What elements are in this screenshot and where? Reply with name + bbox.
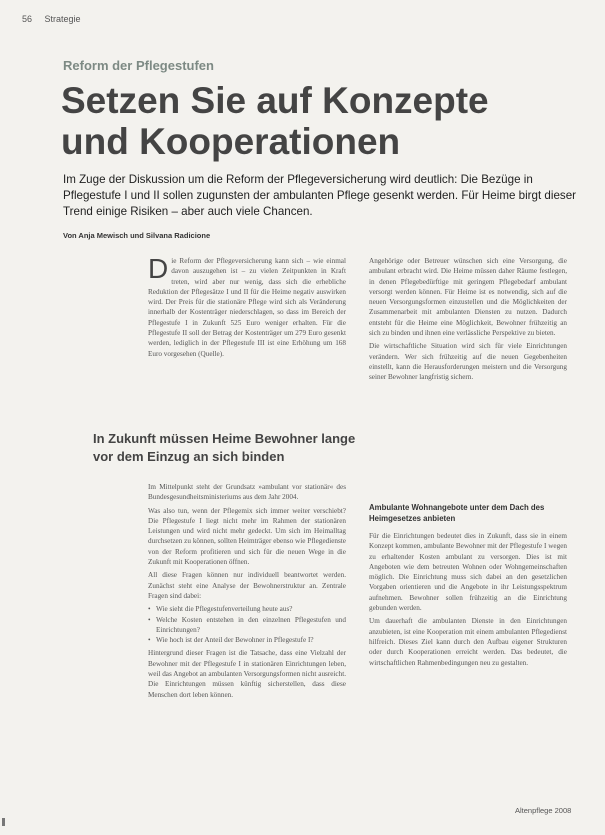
intro-paragraph — [148, 253, 346, 359]
body-paragraph: Die wirtschaftliche Situation wird sich für viele Einrichtungen verändern. Wer sich frühzeitig auf die neuen Gegebenheiten einstellt, kann die Herausforderungen meistern und die Versorgung seiner Bewohner langfristig sichern. — [369, 342, 567, 382]
list-item: • Welche Kosten entstehen in den einzelnen Pflegestufen und Einrichtungen? — [156, 615, 346, 636]
running-footer: Altenpflege 2008 — [515, 806, 572, 815]
subheading-2: Ambulante Wohnangebote unter dem Dach des Heimgesetzes anbieten — [369, 503, 545, 523]
running-header — [22, 14, 81, 24]
column-2-bottom — [369, 531, 567, 671]
body-paragraph: Im Mittelpunkt steht der Grundsatz »ambulant vor stationär« des Bundesgesundheitsministeriums aus dem Jahr 2004. — [148, 483, 346, 502]
body-paragraph: Angehörige oder Betreuer wünschen sich eine Versorgung, die ambulant erbracht wird. Die Heime müssen daher Räume festlegen, in denen Pflegebedürftige mit geringem Pflegebedarf ambulant versorgt werden können. Für Heime ist es notwendig, sich auf die neuen Versorgungsformen einzustellen und die Möglichkeiten der Zusammenarbeit mit ambulanten Diensten zu nutzen. Dadurch entsteht für die Heime eine Möglichkeit, Bewohner frühzeitig an sich zu binden und ihnen eine verlässliche Perspektive zu bieten. — [369, 257, 567, 338]
drop-cap: D — [148, 253, 169, 284]
page-number: 56 — [22, 14, 33, 24]
column-1-body — [148, 482, 346, 703]
edge-mark — [2, 818, 5, 826]
question-list — [148, 604, 346, 645]
body-paragraph: Um dauerhaft die ambulanten Dienste in den Einrichtungen anzubieten, ist eine Kooperation mit einem ambulanten Pflegedienst hilfreich. Dieses Ziel kann durch den Aufbau eigener Strukturen oder durch Kooperationen erreicht werden. Das bedeutet, die wirtschaftlichen Rahmenbedingungen neu zu gestalten. — [369, 617, 567, 667]
body-paragraph: All diese Fragen können nur individuell beantwortet werden. Zunächst steht eine Analyse der Bewohnerstruktur an. Zentrale Fragen sind dabei: — [148, 571, 346, 600]
article-lead: Im Zuge der Diskussion um die Reform der Pflegeversicherung wird deutlich: Die Bezüge in Pflegestufe I und II sollen zugunsten der ambulanten Pflege gesenkt werden. Für Heime birgt dieser Trend einige Risiken – aber auch viele Chancen. — [63, 173, 577, 218]
list-item: • Wie hoch ist der Anteil der Bewohner in Pflegestufe I? — [156, 635, 346, 645]
body-paragraph: Was also tun, wenn der Pflegemix sich immer weiter verschiebt? Die Pflegestufe I liegt nicht mehr im Rahmen der stationären Leistungen und wird nicht mehr gedeckt. Um sich im Heimalltag durchsetzen zu können, sollten Heimträger ebenso wie Pflegedienste von der Reform profitieren und sich für die neuen Wege in die Zukunft mit Kooperationen öffnen. — [148, 506, 346, 567]
list-item: • Wie sieht die Pflegestufenverteilung heute aus? — [156, 604, 346, 614]
body-paragraph: Hintergrund dieser Fragen ist die Tatsache, dass eine Vielzahl der Bewohner mit der Pflegestufe I in stationären Einrichtungen leben, weil das Angebot an ambulanten Versorgungsformen nicht ausreicht. Die Einrichtungen müssen künftig sicherstellen, dass diese Menschen dort leben können. — [148, 649, 346, 699]
column-2-top — [369, 256, 567, 386]
byline: Von Anja Mewisch und Silvana Radicione — [63, 231, 211, 240]
title-line-1: Setzen Sie auf Konzepte — [61, 80, 489, 121]
article-kicker: Reform der Pflegestufen — [63, 58, 214, 73]
title-line-2: und Kooperationen — [61, 121, 401, 162]
article-title — [61, 80, 581, 162]
column-1-intro — [148, 253, 346, 362]
body-paragraph: Für die Einrichtungen bedeutet dies in Zukunft, dass sie in einem Konzept kommen, ambulante Bewohner mit der Pflegestufe I wegen zu erhaltender Kosten ambulant zu versorgen. Dies ist mit Angeboten wie dem betreuten Wohnen oder Wohngemeinschaften möglich. Die Einrichtung muss sich dabei an den gesetzlichen Vorgaben orientieren und die Angebote in ihr Leistungsspektrum aufnehmen. Bewohner sollen frühzeitig an die Einrichtung gebunden werden. — [369, 532, 567, 613]
intro-text: ie Reform der Pflegeversicherung kann sich – wie einmal davon auszugehen ist – zu vielen Zeitpunkten in Kraft treten, wird aber nur wenig, dass sich die erhebliche Reduktion der Pflegesätze I und II für die Heime negativ auswirken wird. Der Preis für die stationäre Pflege wird sich als Veränderung innerhalb der Kostenträger niederschlagen, so dass im Bereich der Pflegestufe I in Zukunft 525 Euro weniger erhalten. Für die Pflegestufe II soll der Betrag der Kostenträger um 279 Euro gesenkt werden, lediglich in der Pflegestufe III ist eine Erhöhung um 168 Euro vorgesehen (Quelle). — [148, 257, 346, 358]
section-name: Strategie — [44, 14, 81, 24]
subheading: In Zukunft müssen Heime Bewohner lange vor dem Einzug an sich binden — [93, 431, 356, 464]
